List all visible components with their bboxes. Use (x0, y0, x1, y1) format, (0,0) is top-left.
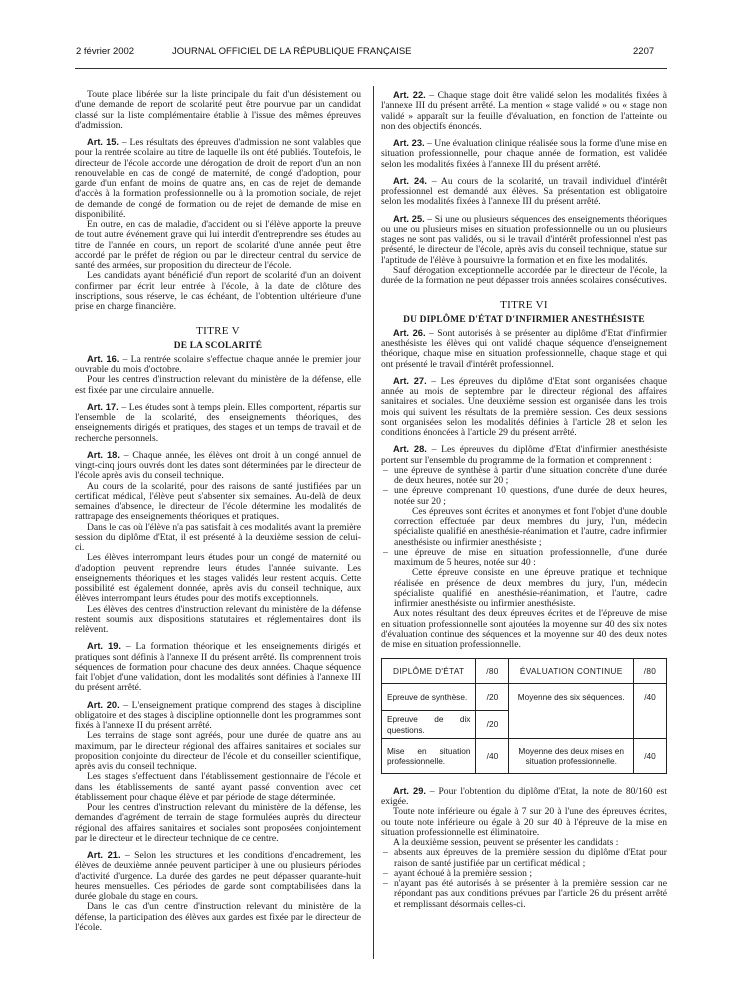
paragraph: Pour les centres d'instruction relevant du ministère de la défense, les demandes d'agrément de terrain de stage formulées auprès du directeur régional des affaires sanitaires et sociales sont proposées conjointement par le directeur et le directeur technique de ce centre. (75, 802, 361, 844)
article-25: Art. 25. – Si une ou plusieurs séquences des enseignements théoriques ou une ou plusieurs mises en situation professionnelle ou un ou plusieurs stages ne sont pas validés, ou si le travail d'intérêt professionnel n'est pas présenté, le directeur de l'école, après avis du conseil technique, statue sur l'aptitude de l'élève à poursuivre la formation et en fixe les modalités. (381, 213, 667, 266)
article-15: Art. 15. – Les résultats des épreuves d'admission ne sont valables que pour la rentrée scolaire au titre de laquelle ils ont été publiés. Toutefois, le directeur de l'école accorde une dérogation de droit de report d'un an non renouvelable en cas de congé de maternité, de congé d'adoption, pour garde d'un enfant de moins de quatre ans, en cas de rejet de demande d'accès à la formation professionnelle ou à la promotion sociale, de rejet de demande de congé de formation ou de rejet de demande de mise en disponibilité. (75, 137, 361, 220)
article-label: Art. 21. (87, 850, 121, 860)
article-label: Art. 28. (393, 444, 427, 455)
paragraph: Toute place libérée sur la liste principale du fait d'un désistement ou d'une demande de report de scolarité peut être pourvue par un candidat classé sur la liste complémentaire établie à l'issue des mêmes épreuves d'admission. (75, 89, 361, 131)
paragraph: Aux notes résultant des deux épreuves écrites et de l'épreuve de mise en situation professionnelle sont ajoutées la moyenne sur 40 des six notes d'évaluation continue des séquences et la moyenne sur 40 des deux notes de mise en situation professionnelle. (381, 608, 667, 650)
paragraph: Les élèves interrompant leurs études pour un congé de maternité ou d'adoption peuvent reprendre leurs études l'année suivante. Les enseignements théoriques et les stages validés leur restent acquis. Cette possibilité est également donnée, après avis du conseil technique, aux élèves interrompant leurs études pour des motifs exceptionnels. (75, 552, 361, 605)
article-label: Art. 24. (393, 175, 427, 186)
list-item: – absents aux épreuves de la première session du diplôme d'Etat pour raison de santé justifiée par un certificat médical ; (381, 848, 667, 869)
column-header: ÉVALUATION CONTINUE (509, 659, 634, 684)
article-20: Art. 20. – L'enseignement pratique comprend des stages à discipline obligatoire et des stages à discipline optionnelle dont les programmes sont fixés à l'annexe II du présent arrêté. (75, 699, 361, 731)
article-28: Art. 28. – Les épreuves du diplôme d'Etat d'infirmier anesthésiste portent sur l'ensemble du programme de la formation et comprennent : (381, 444, 667, 466)
article-26: Art. 26. – Sont autorisés à se présenter au diplôme d'Etat d'infirmier anesthésiste les élèves qui ont validé chaque séquence d'enseignement théorique, chaque mise en situation professionnelle, chaque stage et qui ont présenté le travail d'intérêt professionnel. (381, 327, 667, 370)
article-label: Art. 19. (87, 641, 121, 652)
article-label: Art. 15. (87, 137, 119, 147)
table-cell: Moyenne des deux mises en situation professionnelle. (509, 738, 634, 773)
article-label: Art. 20. (87, 699, 120, 710)
article-label: Art. 16. (87, 353, 120, 364)
article-label: Art. 18. (87, 449, 120, 460)
header-date: 2 février 2002 (76, 46, 135, 57)
header-rule (75, 68, 667, 69)
article-label: Art. 22. (393, 90, 426, 100)
section-subtitle: DU DIPLÔME D'ÉTAT D'INFIRMIER ANESTHÉSISTE (403, 314, 645, 325)
list-item: – une épreuve de mise en situation professionnelle, d'une durée maximum de 5 heures, notée sur 40 : Cette épreuve consiste en une épreuve pratique et technique réalisée en présence de deux membres du jury, l'un, médecin spécialiste qualifié en anesthésie-réanimation, et l'autre, cadre infirmier anesthésiste ou infirmier anesthésiste. (381, 548, 667, 610)
table-cell: Epreuve de dix questions. (382, 711, 476, 739)
table-cell: /40 (634, 684, 667, 739)
table-cell: Mise en situation professionnelle. (382, 738, 476, 773)
epreuves-list (381, 466, 667, 610)
article-label: Art. 23. (393, 138, 425, 148)
table-cell: /20 (476, 684, 509, 711)
section-title: TITRE VI (500, 299, 548, 312)
table-cell: /40 (476, 738, 509, 773)
article-23: Art. 23. – Une évaluation clinique réalisée sous la forme d'une mise en situation professionnelle, pour chaque année de formation, est validée selon les modalités fixées à l'annexe III du présent arrêté. (381, 138, 667, 170)
article-label: Art. 25. (393, 213, 425, 224)
list-item: – une épreuve comprenant 10 questions, d'une durée de deux heures, notée sur 20 ; Ces épreuves sont écrites et anonymes et font l'objet d'une double correction effectuée par deux membres du jury, l'un, médecin spécialiste qualifié en anesthésie-réanimation et l'autre, cadre infirmier anesthésiste ou infirmier anesthésiste ; (381, 486, 667, 548)
article-19: Art. 19. – La formation théorique et les enseignements dirigés et pratiques sont définis à l'annexe II du présent arrêté. Ils comprennent trois séquences de formation pour chacune des deux années. Chaque séquence fait l'objet d'une validation, dont les modalités sont définies à l'annexe III du présent arrêté. (75, 641, 361, 694)
list-item: – n'ayant pas été autorisés à se présenter à la première session car ne répondant pas aux conditions prévues par l'article 26 du présent arrêté et remplissant désormais celles-ci. (381, 879, 667, 910)
section-subtitle: DE LA SCOLARITÉ (173, 340, 263, 351)
paragraph: Toute note inférieure ou égale à 7 sur 20 à l'une des épreuves écrites, ou toute note inférieure ou égale à 20 sur 40 à l'épreuve de la mise en situation professionnelle est éliminatoire. (381, 806, 667, 838)
article-24: Art. 24. – Au cours de la scolarité, un travail individuel d'intérêt professionnel est demandé aux élèves. Sa présentation est obligatoire selon les modalités fixées à l'annexe III du présent arrêté. (381, 175, 667, 208)
table-cell: Epreuve de synthèse. (382, 684, 476, 711)
column-header: DIPLÔME D'ÉTAT (382, 659, 476, 684)
table-row (382, 684, 667, 711)
paragraph: Sauf dérogation exceptionnelle accordée par le directeur de l'école, la durée de la formation ne peut dépasser trois années scolaires consécutives. (381, 264, 667, 286)
article-18: Art. 18. – Chaque année, les élèves ont droit à un congé annuel de vingt-cinq jours ouvrés dont les dates sont déterminées par le directeur de l'école après avis du conseil technique. (75, 449, 361, 482)
article-label: Art. 17. (87, 401, 119, 412)
page-number: 2207 (633, 46, 655, 57)
left-column (75, 90, 361, 933)
article-16: Art. 16. – La rentrée scolaire s'effectue chaque année le premier jour ouvrable du mois d'octobre. (75, 353, 361, 375)
article-label: Art. 27. (393, 375, 427, 386)
paragraph: En outre, en cas de maladie, d'accident ou si l'élève apporte la preuve de tout autre événement grave qui lui interdit d'entreprendre ses études au titre de l'année en cours, un report de scolarité d'une année peut être accordé par le préfet de région ou par le directeur central du service de santé des armées, sur proposition du directeur de l'école. (75, 219, 361, 271)
paragraph: Dans le cas où l'élève n'a pas satisfait à ces modalités avant la première session du diplôme d'Etat, il est présenté à la deuxième session de celui-ci. (75, 521, 361, 553)
list-item: – une épreuve de synthèse à partir d'une situation concrète d'une durée de deux heures, notée sur 20 ; (381, 466, 667, 487)
article-label: Art. 29. (393, 785, 426, 796)
list-item-note: Ces épreuves sont écrites et anonymes et font l'objet d'une double correction effectuée par deux membres du jury, l'un, médecin spécialiste qualifié en anesthésie-réanimation et l'autre, cadre infirmier anesthésiste ou infirmier anesthésiste ; (394, 505, 667, 548)
column-divider (373, 86, 374, 959)
paragraph: Les candidats ayant bénéficié d'un report de scolarité d'un an doivent confirmer par écrit leur entrée à l'école, à la date de clôture des inscriptions, sous réserve, le cas échéant, de l'obtention ultérieure d'une prise en charge financière. (75, 270, 361, 312)
paragraph: Au cours de la scolarité, pour des raisons de santé justifiées par un certificat médical, l'élève peut s'absenter six semaines. Au-delà de deux semaines d'absence, le directeur de l'école détermine les modalités de rattrapage des enseignements théoriques et pratiques. (75, 480, 361, 523)
right-column (381, 90, 667, 910)
paragraph: Les élèves des centres d'instruction relevant du ministère de la défense restent soumis aux dispositions statutaires et réglementaires dont ils relèvent. (75, 603, 361, 635)
article-22: Art. 22. – Chaque stage doit être validé selon les modalités fixées à l'annexe III du présent arrêté. La mention « stage validé » ou « stage non validé » apparaît sur la feuille d'évaluation, en fonction de l'atteinte ou non des objectifs énoncés. (381, 90, 667, 132)
paragraph: A la deuxième session, peuvent se présenter les candidats : (393, 837, 619, 848)
table-cell: /40 (634, 738, 667, 773)
section-title: TITRE V (196, 325, 240, 338)
notes-table (381, 658, 667, 774)
table-cell: Moyenne des six séquences. (509, 684, 634, 739)
article-29: Art. 29. – Pour l'obtention du diplôme d'Etat, la note de 80/160 est exigée. (381, 785, 667, 807)
table-row (382, 738, 667, 773)
paragraph: Les stages s'effectuent dans l'établissement gestionnaire de l'école et dans les établissements de santé ayant passé convention avec cet établissement pour chaque élève et par période de stage déterminée. (75, 771, 361, 803)
list-item: – ayant échoué à la première session ; (381, 869, 667, 879)
list-item-note: Cette épreuve consiste en une épreuve pratique et technique réalisée en présence de deux membres du jury, l'un, médecin spécialiste qualifié en anesthésie-réanimation, et l'autre, cadre infirmier anesthésiste ou infirmier anesthésiste. (394, 567, 667, 609)
journal-title: JOURNAL OFFICIEL DE LA RÉPUBLIQUE FRANÇAISE (172, 46, 412, 57)
article-21: Art. 21. – Selon les structures et les conditions d'encadrement, les élèves de deuxième année peuvent participer à une ou plusieurs périodes d'activité d'urgence. La durée des gardes ne peut dépasser quarante-huit heures mensuelles. Ces périodes de garde sont comptabilisées dans la durée globale du stage en cours. (75, 850, 361, 902)
paragraph: Les terrains de stage sont agréés, pour une durée de quatre ans au maximum, par le directeur régional des affaires sanitaires et sociales sur proposition conjointe du directeur de l'école et du conseiller scientifique, après avis du conseil technique. (75, 730, 361, 772)
column-header: /80 (476, 659, 509, 684)
candidats-list (381, 848, 667, 910)
article-17: Art. 17. – Les études sont à temps plein. Elles comportent, répartis sur l'ensemble de la scolarité, des enseignements théoriques, des enseignements dirigés et pratiques, des stages et un temps de travail et de recherche personnels. (75, 401, 361, 444)
paragraph: Pour les centres d'instruction relevant du ministère de la défense, elle est fixée par une circulaire annuelle. (75, 374, 361, 396)
column-header: /80 (634, 659, 667, 684)
article-27: Art. 27. – Les épreuves du diplôme d'Etat sont organisées chaque année au mois de septembre par le directeur régional des affaires sanitaires et sociales. Une deuxième session est organisée dans les trois mois qui suivent les résultats de la première session. Ces deux sessions sont organisées selon les modalités définies à l'article 28 et selon les conditions énoncées à l'article 29 du présent arrêté. (381, 375, 667, 438)
table-cell: /20 (476, 711, 509, 739)
article-label: Art. 26. (393, 327, 426, 338)
paragraph: Dans le cas d'un centre d'instruction relevant du ministère de la défense, la participation des élèves aux gardes est fixée par le directeur de l'école. (75, 901, 361, 933)
table-header-row (382, 659, 667, 684)
